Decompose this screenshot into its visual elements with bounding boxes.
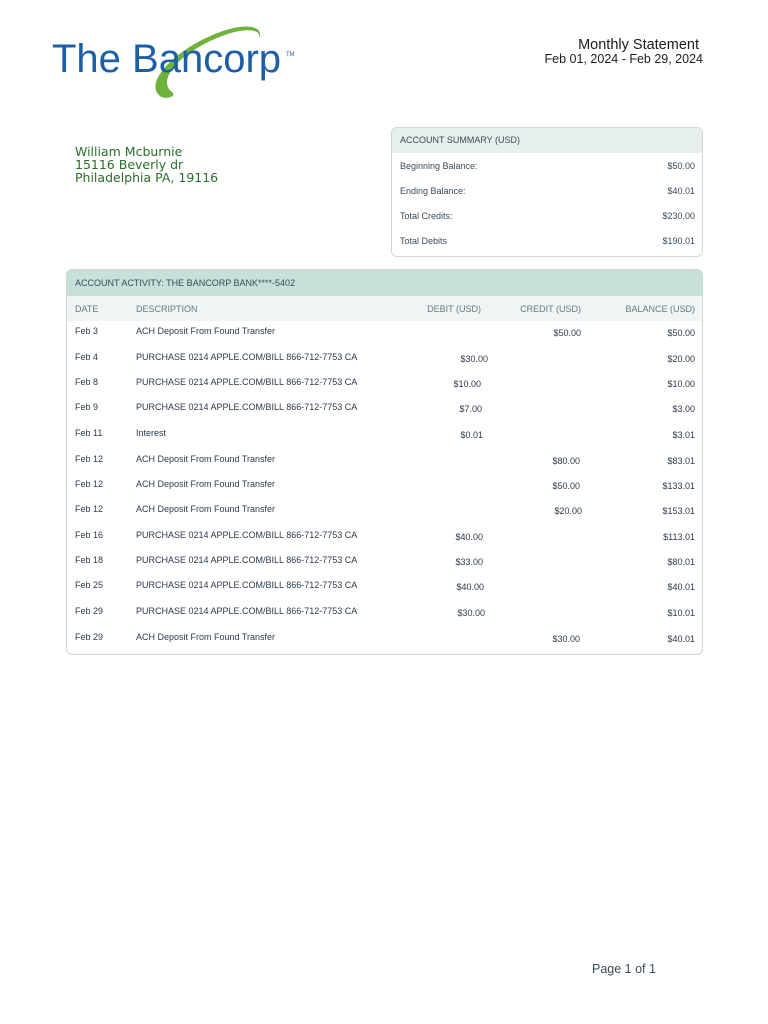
logo-tm: TM xyxy=(286,52,295,58)
row-credit: $80.00 xyxy=(552,456,580,466)
statement-period: Feb 01, 2024 - Feb 29, 2024 xyxy=(544,52,703,66)
customer-name: William Mcburnie xyxy=(75,144,183,159)
row-balance: $20.00 xyxy=(667,354,695,364)
row-balance: $3.01 xyxy=(672,430,695,440)
summary-value: $190.01 xyxy=(662,236,695,246)
summary-value: $230.00 xyxy=(662,211,695,221)
row-credit: $50.00 xyxy=(552,481,580,491)
table-row xyxy=(67,504,702,529)
row-credit: $50.00 xyxy=(553,328,581,338)
row-debit: $10.00 xyxy=(453,379,481,389)
row-debit: $30.00 xyxy=(457,608,485,618)
row-date: Feb 25 xyxy=(75,580,104,590)
row-description: ACH Deposit From Found Transfer xyxy=(136,454,276,464)
table-row xyxy=(67,606,702,631)
page-number: Page 1 of 1 xyxy=(592,962,656,976)
row-credit: $30.00 xyxy=(552,634,580,644)
summary-row xyxy=(392,236,702,250)
row-description: ACH Deposit From Found Transfer xyxy=(136,479,276,489)
table-row xyxy=(67,352,702,377)
column-headers xyxy=(67,296,702,321)
row-description: PURCHASE 0214 APPLE.COM/BILL 866-712-7753 CA xyxy=(136,352,358,362)
summary-heading: ACCOUNT SUMMARY (USD) xyxy=(392,128,702,153)
row-balance: $80.01 xyxy=(667,557,695,567)
row-date: Feb 12 xyxy=(75,479,104,489)
table-row xyxy=(67,580,702,605)
row-description: Interest xyxy=(136,428,167,438)
row-date: Feb 4 xyxy=(75,352,99,362)
row-date: Feb 8 xyxy=(75,377,99,387)
activity-heading xyxy=(67,270,702,296)
row-description: PURCHASE 0214 APPLE.COM/BILL 866-712-7753 CA xyxy=(136,555,358,565)
customer-city: Philadelphia PA, 19116 xyxy=(75,170,219,185)
row-balance: $40.01 xyxy=(667,582,695,592)
row-description: PURCHASE 0214 APPLE.COM/BILL 866-712-7753 CA xyxy=(136,402,358,412)
table-row xyxy=(67,530,702,555)
table-row xyxy=(67,555,702,580)
row-description: PURCHASE 0214 APPLE.COM/BILL 866-712-7753 CA xyxy=(136,606,358,616)
row-date: Feb 12 xyxy=(75,454,104,464)
row-balance: $10.01 xyxy=(667,608,695,618)
summary-label: Beginning Balance: xyxy=(400,161,478,171)
col-balance: BALANCE (USD) xyxy=(625,304,695,314)
row-date: Feb 9 xyxy=(75,402,99,412)
row-debit: $33.00 xyxy=(455,557,483,567)
table-row xyxy=(67,454,702,479)
col-credit: CREDIT (USD) xyxy=(520,304,581,314)
row-balance: $10.00 xyxy=(667,379,695,389)
row-credit: $20.00 xyxy=(554,506,582,516)
col-description: DESCRIPTION xyxy=(136,304,198,314)
summary-row xyxy=(392,186,702,200)
row-debit: $0.01 xyxy=(460,430,483,440)
summary-label: Ending Balance: xyxy=(400,186,466,196)
row-date: Feb 29 xyxy=(75,632,104,642)
row-description: PURCHASE 0214 APPLE.COM/BILL 866-712-7753 CA xyxy=(136,377,358,387)
row-debit: $30.00 xyxy=(460,354,488,364)
row-debit: $40.00 xyxy=(455,532,483,542)
summary-value: $50.00 xyxy=(667,161,695,171)
row-balance: $50.00 xyxy=(667,328,695,338)
table-row xyxy=(67,402,702,427)
row-balance: $113.01 xyxy=(663,532,695,542)
row-balance: $40.01 xyxy=(667,634,695,644)
row-description: ACH Deposit From Found Transfer xyxy=(136,326,276,336)
row-date: Feb 16 xyxy=(75,530,104,540)
row-description: PURCHASE 0214 APPLE.COM/BILL 866-712-7753 CA xyxy=(136,530,358,540)
table-row xyxy=(67,632,702,655)
summary-value: $40.01 xyxy=(667,186,695,196)
activity-heading-text: ACCOUNT ACTIVITY: THE BANCORP BANK****-5402 xyxy=(75,278,296,288)
row-debit: $40.00 xyxy=(456,582,484,592)
table-row xyxy=(67,428,702,453)
col-debit: DEBIT (USD) xyxy=(427,304,481,314)
account-activity-table xyxy=(66,269,703,655)
table-row xyxy=(67,479,702,504)
table-row xyxy=(67,377,702,402)
row-date: Feb 11 xyxy=(75,428,103,438)
row-balance: $3.00 xyxy=(672,404,695,414)
customer-street: 15116 Beverly dr xyxy=(75,157,184,172)
row-balance: $133.01 xyxy=(662,481,695,491)
summary-row xyxy=(392,161,702,175)
logo-wordmark: The Bancorp xyxy=(52,37,282,81)
row-balance: $153.01 xyxy=(662,506,695,516)
summary-label: Total Debits xyxy=(400,236,448,246)
row-debit: $7.00 xyxy=(459,404,482,414)
bancorp-logo xyxy=(52,22,300,102)
row-description: ACH Deposit From Found Transfer xyxy=(136,504,276,514)
col-date: DATE xyxy=(75,304,99,314)
row-date: Feb 18 xyxy=(75,555,104,565)
summary-row xyxy=(392,211,702,225)
summary-label: Total Credits: xyxy=(400,211,453,221)
table-row xyxy=(67,326,702,351)
statement-title: Monthly Statement xyxy=(578,37,699,53)
row-date: Feb 12 xyxy=(75,504,104,514)
row-date: Feb 29 xyxy=(75,606,104,616)
row-date: Feb 3 xyxy=(75,326,99,336)
row-balance: $83.01 xyxy=(667,456,695,466)
row-description: ACH Deposit From Found Transfer xyxy=(136,632,276,642)
account-summary xyxy=(391,127,703,257)
row-description: PURCHASE 0214 APPLE.COM/BILL 866-712-7753 CA xyxy=(136,580,358,590)
